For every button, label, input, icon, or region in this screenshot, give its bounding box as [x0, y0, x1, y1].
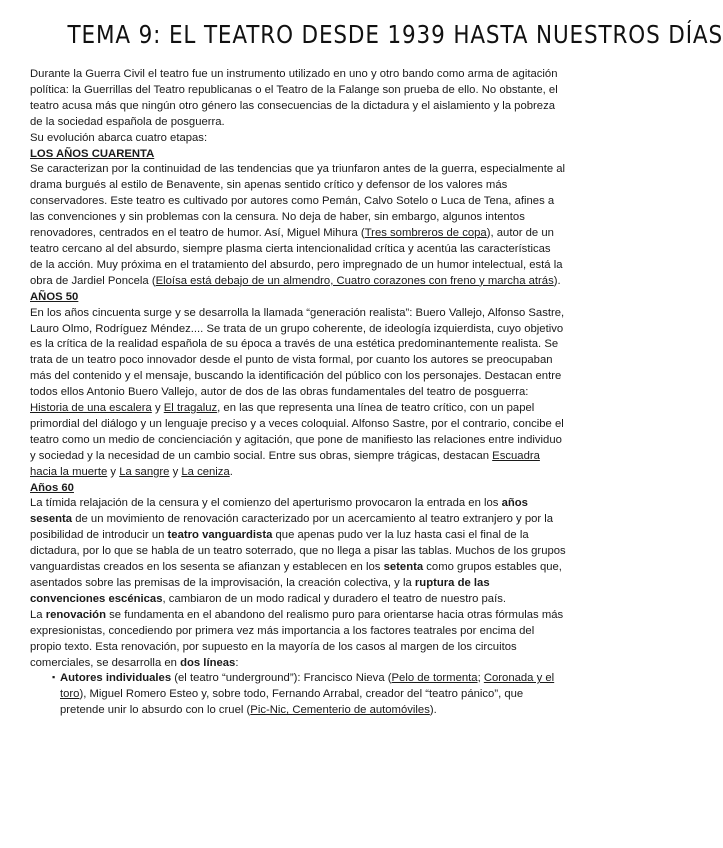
paragraph-60s-2: La renovación se fundamenta en el abandono del realismo puro para orientarse hacia otras fórmulas más expresionistas, concediendo por primera vez más importancia a los factores teatrales por encima del propio texto. Esta renovación, por supuesto en la mayoría de los casos al margen de los circuitos comerciales, se desarrolla en dos líneas: — [30, 608, 564, 669]
paragraph-40s: Se caracterizan por la continuidad de las tendencias que ya triunfaron antes de la guerra, especialmente al drama burgués al estilo de Benavente, sin apenas sentido crítico y defensor de los valores más conservadores. Este teatro es cultivado por autores como Pemán, Calvo Sotelo o Luca de Tena, afines a las convenciones y sin problemas con la censura. No deja de haber, sin embargo, algunos intentos renovadores, centrados en el teatro de humor. Así, Miguel Mihura (Tres sombreros de copa), autor de un teatro cercano al del absurdo, siempre plasma cierta intencionalidad crítica y acentúa las características de la acción. Muy próxima en el tratamiento del absurdo, pero impregnado de un humor intelectual, está la obra de Jardiel Poncela (Eloísa está debajo de un almendro, Cuatro corazones con freno y marcha atrás). — [30, 163, 566, 287]
list-item: ▪ Autores individuales (el teatro “underground”): Francisco Nieva (Pelo de tormenta; Coronada y el toro), Miguel Romero Esteo y, sobre todo, Fernando Arrabal, creador del “teatro pánico”, que pretende unir lo absurdo con lo cruel (Pic-Nic, Cementerio de automóviles). — [60, 671, 566, 719]
work-title: Coronada y el toro — [60, 672, 555, 701]
work-title: Tres sombreros de copa — [364, 227, 487, 240]
work-title: Pelo de tormenta — [391, 672, 478, 685]
paragraph-50s: En los años cincuenta surge y se desarrolla la llamada “generación realista”: Buero Vallejo, Alfonso Sastre, Lauro Olmo, Rodríguez Méndez.... Se trata de un grupo coherente, de ideología izquierdista, cuyo objetivo es la crítica de la realidad española de su época a través de una estética predominantemente realista. Se trata de un teatro poco innovador desde el punto de vista formal, por cuanto los autores se preocupaban más del contenido y el mensaje, buscando la identificación del público con los personajes. Destacan entre todos ellos Antonio Buero Vallejo, autor de dos de las obras fundamentales del teatro de posguerra: Historia de una escalera y El tragaluz, en las que representa una línea de teatro crítico, con un papel primordial del diálogo y un lenguaje preciso y a veces coloquial. Alfonso Sastre, por el contrario, concibe el teatro como un medio de concienciación y agitación, que pone de manifiesto las relaciones entre individuo y sociedad y la necesidad de un cambio social. Entre sus obras, siempre trágicas, destacan Escuadra hacia la muerte y La sangre y La ceniza. — [30, 306, 565, 478]
work-title: Historia de una escalera — [30, 402, 152, 415]
work-title: Pic-Nic, Cementerio de automóviles — [250, 704, 430, 717]
section-heading-50s: AÑOS 50 — [30, 290, 79, 303]
work-title: Escuadra hacia la muerte — [30, 449, 540, 478]
section-heading-60s: Años 60 — [30, 481, 74, 494]
document-body — [30, 67, 566, 719]
intro-stages-line: Su evolución abarca cuatro etapas: — [30, 131, 208, 144]
page-title: TEMA 9: EL TEATRO DESDE 1939 HASTA NUESTROS DÍAS — [67, 20, 723, 49]
work-title: Eloísa está debajo de un almendro, Cuatro corazones con freno y marcha atrás — [155, 274, 554, 287]
work-title: La ceniza — [181, 465, 230, 478]
work-title: La sangre — [119, 465, 170, 478]
intro-paragraph: Durante la Guerra Civil el teatro fue un instrumento utilizado en uno y otro bando como arma de agitación política: la Guerrillas del Teatro republicanas o el Teatro de la Falange son prueba de ello. No obstante, el teatro acusa más que ningún otro género las consecuencias de la dictadura y el aislamiento y la pobreza de la sociedad española de posguerra. — [30, 68, 558, 128]
section-heading-40s: LOS AÑOS CUARENTA — [30, 147, 155, 160]
bullet-list — [30, 671, 566, 719]
paragraph-60s-1: La tímida relajación de la censura y el comienzo del aperturismo provocaron la entrada en los años sesenta de un movimiento de renovación caracterizado por un acercamiento al teatro extranjero y por la posibilidad de introducir un teatro vanguardista que apenas pudo ver la luz hasta casi el final de la dictadura, por lo que se habla de un teatro soterrado, que no llega a pisar las tablas. Muchos de los grupos vanguardistas creados en los sesenta se afianzan y establecen en los setenta como grupos estables que, asentados sobre las premisas de la improvisación, la creación colectiva, y la ruptura de las convenciones escénicas, cambiaron de un modo radical y duradero el teatro de nuestro país. — [30, 497, 566, 605]
work-title: El tragaluz — [163, 402, 218, 415]
